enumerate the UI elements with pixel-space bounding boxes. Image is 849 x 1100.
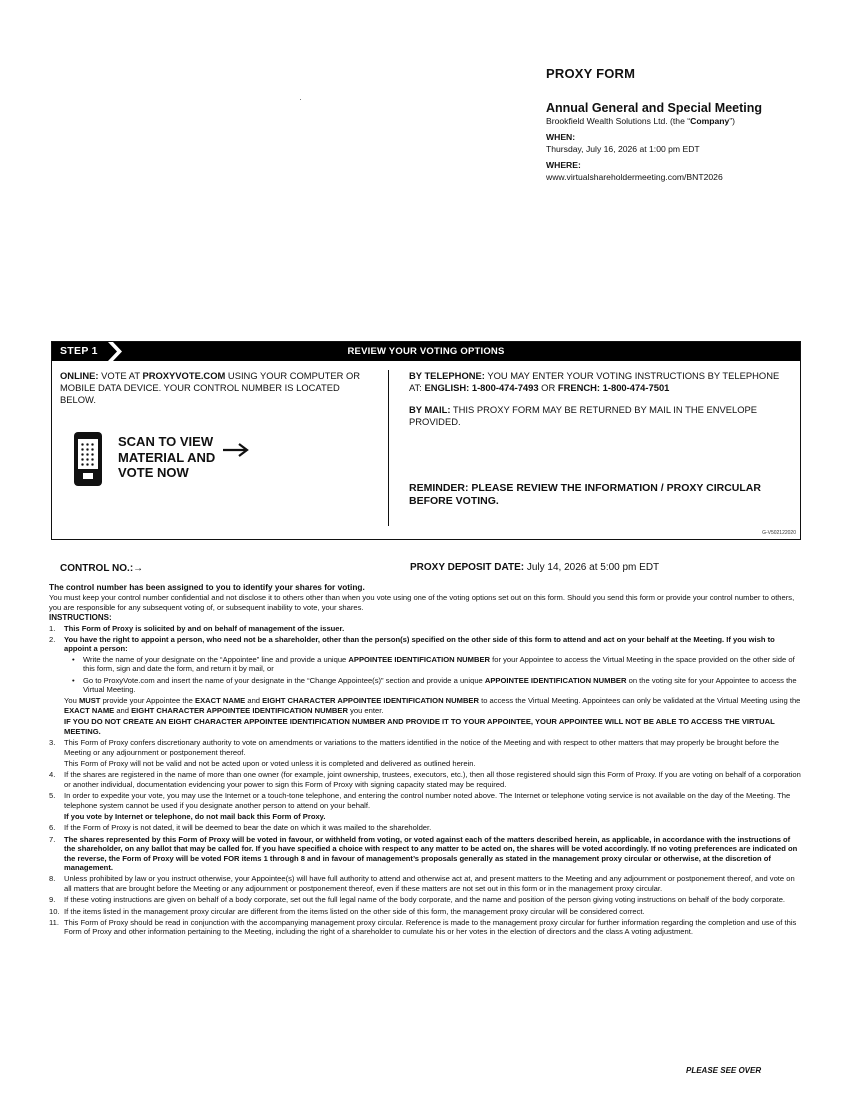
instructions-list (49, 624, 801, 937)
deposit-label: PROXY DEPOSIT DATE: (410, 562, 525, 573)
online-text-2: USING YOUR COMPUTER OR MOBILE DATA DEVICE. YOUR CONTROL NUMBER IS LOCATED BELOW. (60, 370, 361, 405)
list-item: 6. If the Form of Proxy is not dated, it will be deemed to bear the date on which it was mailed to the shareholder. (49, 823, 432, 833)
company-name (546, 116, 836, 126)
online-lead: ONLINE: (60, 370, 99, 381)
where-value: www.virtualshareholdermeeting.com/BNT2026 (546, 172, 723, 182)
telephone-option (409, 370, 793, 394)
company-name-pre: Brookfield Wealth Solutions Ltd. (the “ (546, 116, 691, 126)
list-item: 1. This Form of Proxy is solicited by and on behalf of management of the issuer. (49, 623, 345, 633)
reminder-text: REMINDER: PLEASE REVIEW THE INFORMATION / PROXY CIRCULAR BEFORE VOTING. (409, 482, 761, 507)
scan-line-2: MATERIAL AND (118, 449, 216, 465)
company-defined-term: Company (690, 116, 730, 126)
telephone-text-2: OR (538, 382, 558, 393)
french-phone-number[interactable]: FRENCH: 1-800-474-7501 (557, 382, 670, 393)
list-item: 4. If the shares are registered in the name of more than one owner (for example, joint ownership, trustees, executors, etc.), then all those registered should sign this Form of Proxy. If you are voting on behalf of a corporation or another individual, documentation evidencing your power to sign this Form of Proxy with signing capacity stated may be required. (49, 770, 801, 789)
instruction-10: If the items listed in the management proxy circular are different from the items listed on the other side of this form, the management proxy circular will be considered correct. (64, 906, 645, 916)
control-number-label: CONTROL NO.:→ (60, 563, 144, 574)
form-title: PROXY FORM (546, 66, 636, 81)
meeting-name: Annual General and Special Meeting (546, 101, 763, 115)
deposit-value: July 14, 2026 at 5:00 pm EDT (524, 562, 660, 573)
list-item: 2. You have the right to appoint a person, who need not be a shareholder, other than the person(s) specified on the other side of this form to attend and act on your behalf at the Meeting. If you wish to appoint a person: • Write the name of your designate on the “Appointee” line and provide a unique APPOINTEE IDENTIFICATION NUMBER for your Appointee to access the Virtual Meeting in the space provided on the other side of this form, sign and date the form, and return it by mail, or • Go to ProxyVote.com and insert the name of your designate in the “Change Appointee(s)” section and provide a unique APPOINTEE IDENTIFICATION NUMBER on the voting site for your Appointee to access the Virtual Meeting. You MUST provide your Appointee the EXACT NAME and EIGHT CHARACTER APPOINTEE IDENTIFICATION NUMBER to access the Virtual Meeting. Appointees can only be validated at the Virtual Meeting using the EXACT NAME and EIGHT CHARACTER APPOINTEE IDENTIFICATION NUMBER you enter. IF YOU DO NOT CREATE AN EIGHT CHARACTER APPOINTEE IDENTIFICATION NUMBER AND PROVIDE IT TO YOUR APPOINTEE, YOUR APPOINTEE WILL NOT BE ABLE TO ACCESS THE VIRTUAL MEETING. (49, 635, 801, 736)
mail-lead: BY MAIL: (409, 404, 451, 415)
step-title: REVIEW YOUR VOTING OPTIONS (347, 346, 505, 357)
stray-mark (300, 99, 301, 100)
mail-option (409, 404, 793, 428)
telephone-lead: BY TELEPHONE: (409, 370, 485, 381)
where-label: WHERE: (546, 160, 581, 170)
proxy-deposit-date (410, 562, 659, 573)
list-item: 8. Unless prohibited by law or you instruct otherwise, your Appointee(s) will have full authority to attend and otherwise act at, and present matters to the Meeting and any adjournment or postponement thereof, and vote on all matters that are brought before the Meeting or any adjournment or postponement thereof, even if these matters are not set out in this form or in the management proxy circular. (49, 874, 795, 893)
telephone-text-1: YOU MAY ENTER YOUR VOTING INSTRUCTIONS BY TELEPHONE AT: (409, 370, 780, 393)
online-option (60, 370, 378, 406)
instruction-9: If these voting instructions are given on behalf of a body corporate, set out the full legal name of the body corporate, and the name and position of the person giving voting instructions on behalf of the body corporate. (64, 895, 786, 905)
control-number-notice: The control number has been assigned to you to identify your shares for voting. (49, 582, 365, 592)
see-over-note: PLEASE SEE OVER (686, 1066, 762, 1075)
list-item: 5. In order to expedite your vote, you may use the Internet or a touch-tone telephone, and entering the control number noted above. The Internet or telephone voting service is not available on the day of the Meeting. The telephone system cannot be used if you designate another person to attend on your behalf. If you vote by Internet or telephone, do not mail back this Form of Proxy. (49, 791, 801, 821)
confidentiality-notice: You must keep your control number confidential and not disclose it to others other than when you vote using one of the voting options set out on this form. Should you send this form or provide your control number to others, you are responsible for any subsequent voting of, or subsequent inability to vote, your shares. (49, 593, 795, 612)
instruction-4: If the shares are registered in the name of more than one owner (for example, joint ownership, trustees, executors, etc.), then all those registered should sign this Form of Proxy. If you are voting on behalf of a corporation or another individual, documentation evidencing your power to sign this Form of Proxy with signing capacity stated may be required. (64, 770, 801, 789)
online-text-1: VOTE AT (98, 370, 143, 381)
list-item: 9. If these voting instructions are given on behalf of a body corporate, set out the full legal name of the body corporate, and the name and position of the person giving voting instructions on behalf of the body corporate. (49, 895, 786, 905)
instruction-11: This Form of Proxy should be read in conjunction with the accompanying management proxy circular. Reference is made to the management proxy circular for further information regarding the completion and use of this Form of Proxy and other information pertaining to the Meeting, including the right of a shareholder to cumulate his or her votes in the election of directors and the class A voting adjustment. (64, 918, 797, 937)
list-item: 11. This Form of Proxy should be read in conjunction with the accompanying management proxy circular. Reference is made to the management proxy circular for further information regarding the completion and use of this Form of Proxy and other information pertaining to the Meeting, including the right of a shareholder to cumulate his or her votes in the election of directors and the class A voting adjustment. (49, 918, 797, 937)
step-bar (52, 342, 800, 361)
when-value: Thursday, July 16, 2026 at 1:00 pm EDT (546, 144, 700, 154)
scan-line-3: VOTE NOW (118, 465, 189, 480)
appointee-warning: IF YOU DO NOT CREATE AN EIGHT CHARACTER APPOINTEE IDENTIFICATION NUMBER AND PROVIDE IT TO YOUR APPOINTEE, YOUR APPOINTEE WILL NOT BE ABLE TO ACCESS THE VIRTUAL MEETING. (64, 717, 775, 736)
instruction-5-note: If you vote by Internet or telephone, do not mail back this Form of Proxy. (64, 811, 326, 821)
instruction-8: Unless prohibited by law or you instruct otherwise, your Appointee(s) will have full authority to attend and otherwise act at, and present matters to the Meeting and any adjournment or postponement thereof, and vote on all matters that are brought before the Meeting or any adjournment or postponement thereof, even if these matters are not set out in this form or in the management proxy circular. (64, 874, 795, 893)
qr-phone-icon (74, 432, 102, 486)
instruction-1: This Form of Proxy is solicited by and on behalf of management of the issuer. (64, 623, 345, 633)
when-label: WHEN: (546, 132, 576, 142)
appointee-options (64, 655, 801, 695)
list-item: 10. If the items listed in the management proxy circular are different from the items listed on the other side of this form, the management proxy circular will be considered correct. (49, 906, 645, 916)
voting-options-box (51, 341, 801, 540)
bullet-item: • Go to ProxyVote.com and insert the name of your designate in the “Change Appointee(s)” section and provide a unique APPOINTEE IDENTIFICATION NUMBER on the voting site for your Appointee to access the Virtual Meeting. (64, 676, 801, 695)
instruction-6: If the Form of Proxy is not dated, it will be deemed to bear the date on which it was mailed to the shareholder. (64, 823, 432, 833)
instruction-3: This Form of Proxy confers discretionary authority to vote on amendments or variations to the matters identified in the notice of the Meeting and with respect to other matters that may properly be brought before the Meeting or any adjournment or postponement thereof. (64, 738, 780, 757)
appointee-requirement: You MUST provide your Appointee the EXACT NAME and EIGHT CHARACTER APPOINTEE IDENTIFICATION NUMBER to access the Virtual Meeting. Appointees can only be validated at the Virtual Meeting using the EXACT NAME and EIGHT CHARACTER APPOINTEE IDENTIFICATION NUMBER you enter. (64, 696, 801, 715)
scan-instruction (118, 434, 215, 481)
form-code: G-V502122020 (762, 530, 796, 536)
proxyvote-link[interactable]: PROXYVOTE.COM (142, 370, 226, 381)
step-label: STEP 1 (60, 345, 98, 357)
instruction-3-note: This Form of Proxy will not be valid and not be acted upon or voted unless it is completed and delivered as outlined herein. (64, 758, 476, 768)
english-phone-number[interactable]: ENGLISH: 1-800-474-7493 (424, 382, 539, 393)
mail-text: THIS PROXY FORM MAY BE RETURNED BY MAIL IN THE ENVELOPE PROVIDED. (409, 404, 757, 427)
bullet-item: • Write the name of your designate on the “Appointee” line and provide a unique APPOINTEE IDENTIFICATION NUMBER for your Appointee to access the Virtual Meeting in the space provided on the other side of this form, sign and date the form, and return it by mail, or (64, 655, 801, 674)
instructions-heading: INSTRUCTIONS: (49, 613, 112, 623)
scan-line-1: SCAN TO VIEW (118, 434, 214, 449)
list-item: 7. The shares represented by this Form of Proxy will be voted in favour, or withheld from voting, or voted against each of the matters described herein, as applicable, in accordance with the instructions of the shareholder, on any ballot that may be called for. If you have specified a choice with respect to any matter to be acted on, the shares will be voted accordingly. If no voting preferences are indicated on the reverse, the Form of Proxy will be voted FOR items 1 through 8 and in favour of management’s proposals generally as stated in the management proxy circular or otherwise, at the discretion of management. (49, 834, 798, 872)
instruction-2: You have the right to appoint a person, who need not be a shareholder, other than the person(s) specified on the other side of this form to attend and act on your behalf at the Meeting. If you wish to appoint a person: (64, 635, 775, 654)
meeting-header (546, 66, 836, 182)
instructions-section (49, 583, 801, 939)
column-divider (388, 370, 389, 526)
list-item: 3. This Form of Proxy confers discretionary authority to vote on amendments or variations to the matters identified in the notice of the Meeting and with respect to other matters that may properly be brought before the Meeting or any adjournment or postponement thereof. This Form of Proxy will not be valid and not be acted upon or voted unless it is completed and delivered as outlined herein. (49, 738, 801, 768)
company-name-post: ”) (729, 116, 735, 126)
right-arrow-icon (222, 443, 250, 457)
instruction-5: In order to expedite your vote, you may use the Internet or a touch-tone telephone, and entering the control number noted above. The Internet or telephone voting service is not available on the day of the Meeting. The telephone system cannot be used if you designate another person to attend on your behalf. (64, 791, 791, 810)
instruction-7: The shares represented by this Form of Proxy will be voted in favour, or withheld from voting, or voted against each of the matters described herein, as applicable, in accordance with the instructions of the shareholder, on any ballot that may be called for. If you have specified a choice with respect to any matter to be acted on, the shares will be voted accordingly. If no voting preferences are indicated on the reverse, the Form of Proxy will be voted FOR items 1 through 8 and in favour of management’s proposals generally as stated in the management proxy circular or otherwise, at the discretion of management. (64, 834, 798, 872)
